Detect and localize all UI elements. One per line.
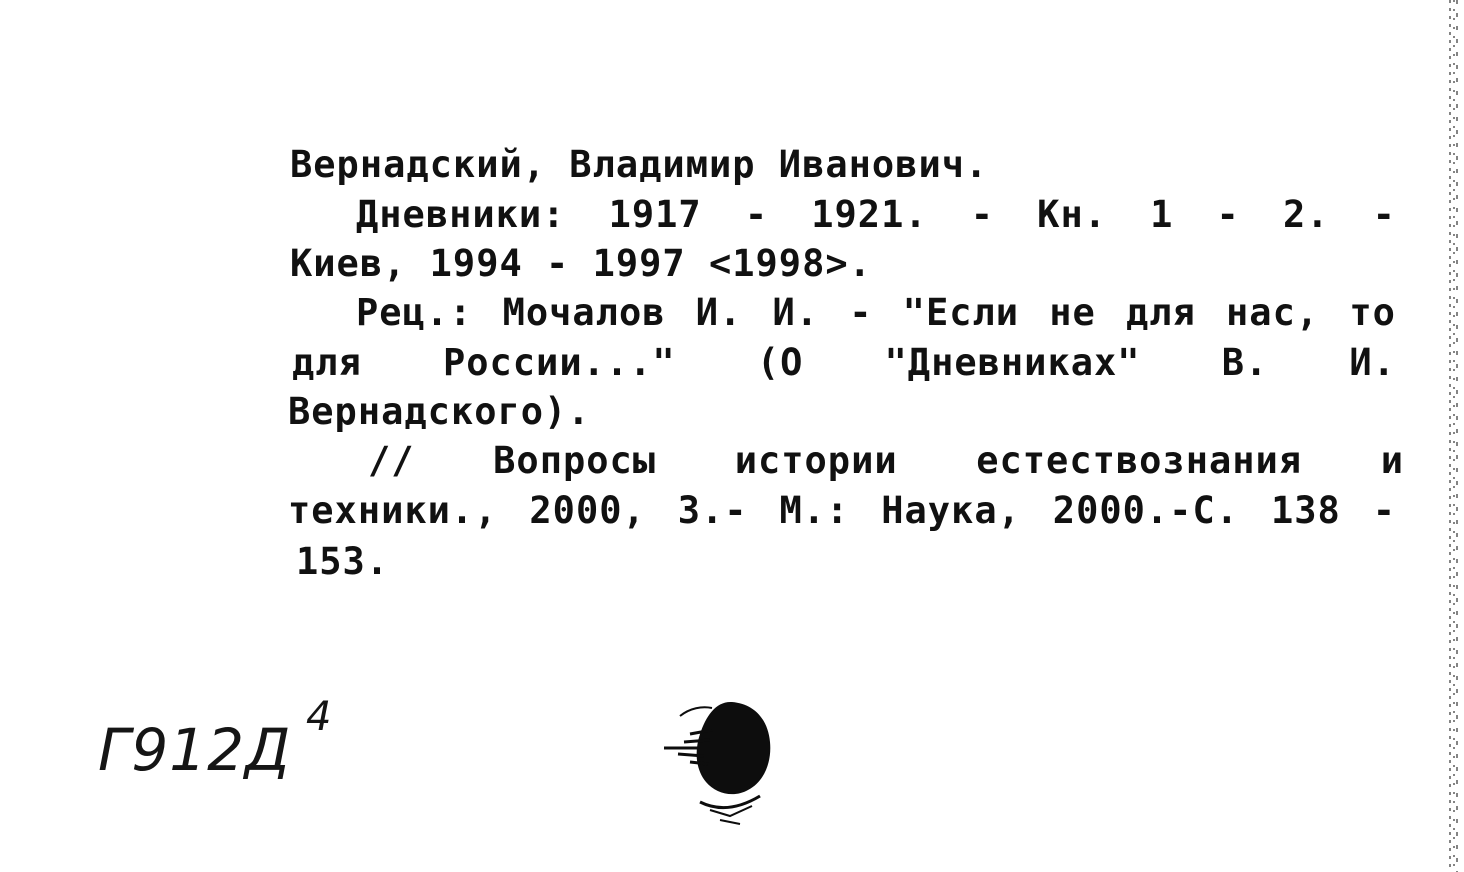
review-word: И. <box>772 291 820 334</box>
title-word: - <box>1372 193 1396 236</box>
review-word: Рец.: <box>356 291 473 334</box>
review-word: И. <box>695 291 743 334</box>
title-word: Дневники: <box>356 193 566 236</box>
shelf-mark: Г912Д <box>98 716 292 784</box>
review-word: то <box>1349 291 1396 334</box>
review-word: В. <box>1221 341 1269 384</box>
review-word: "Дневниках" <box>884 341 1141 384</box>
review-word: (О <box>756 341 804 384</box>
review-word: для <box>1126 291 1196 334</box>
review-word: Мочалов <box>502 291 666 334</box>
shelf-mark-suffix: 4 <box>306 694 332 740</box>
title-word: - <box>1216 193 1240 236</box>
journal-word: истории <box>734 439 898 482</box>
journal-word: Наука, <box>881 489 1021 532</box>
journal-word: техники., <box>288 489 498 532</box>
review-word: России..." <box>442 341 676 384</box>
title-word: 2. <box>1282 193 1330 236</box>
journal-word: - <box>1372 489 1396 532</box>
ink-blot-icon <box>660 690 790 830</box>
journal-word: Вопросы <box>493 439 657 482</box>
title-word: - <box>744 193 769 236</box>
journal-word: М.: <box>779 489 850 532</box>
review-word: - <box>849 291 873 334</box>
review-word: не <box>1049 291 1096 334</box>
journal-word: 138 <box>1270 489 1341 532</box>
journal-line-2 <box>288 489 1396 532</box>
review-word: нас, <box>1226 291 1320 334</box>
journal-word: 2000, <box>529 489 646 532</box>
author-line: Вернадский, Владимир Иванович. <box>290 143 989 186</box>
journal-word: 2000.-С. <box>1052 489 1240 532</box>
review-word: И. <box>1349 341 1396 384</box>
journal-word: естествознания <box>976 439 1303 482</box>
journal-line <box>368 439 1404 482</box>
title-line <box>356 193 1396 236</box>
review-word: "Если <box>902 291 1020 334</box>
title-word: 1917 <box>608 193 702 236</box>
journal-word: // <box>368 439 415 482</box>
scan-edge-noise <box>1448 0 1460 872</box>
journal-word: 3.- <box>677 489 748 532</box>
review-line-2 <box>292 341 1396 384</box>
place-line: Киев, 1994 - 1997 <1998>. <box>290 242 872 285</box>
review-end-line: Вернадского). <box>288 390 591 433</box>
title-word: 1921. <box>811 193 928 236</box>
title-word: 1 <box>1150 193 1174 236</box>
review-word: для <box>292 341 362 384</box>
pages-end-line: 153. <box>296 540 390 583</box>
review-line <box>356 291 1396 334</box>
journal-word: и <box>1380 439 1404 482</box>
title-word: - <box>970 193 995 236</box>
title-word: Кн. <box>1037 193 1107 236</box>
